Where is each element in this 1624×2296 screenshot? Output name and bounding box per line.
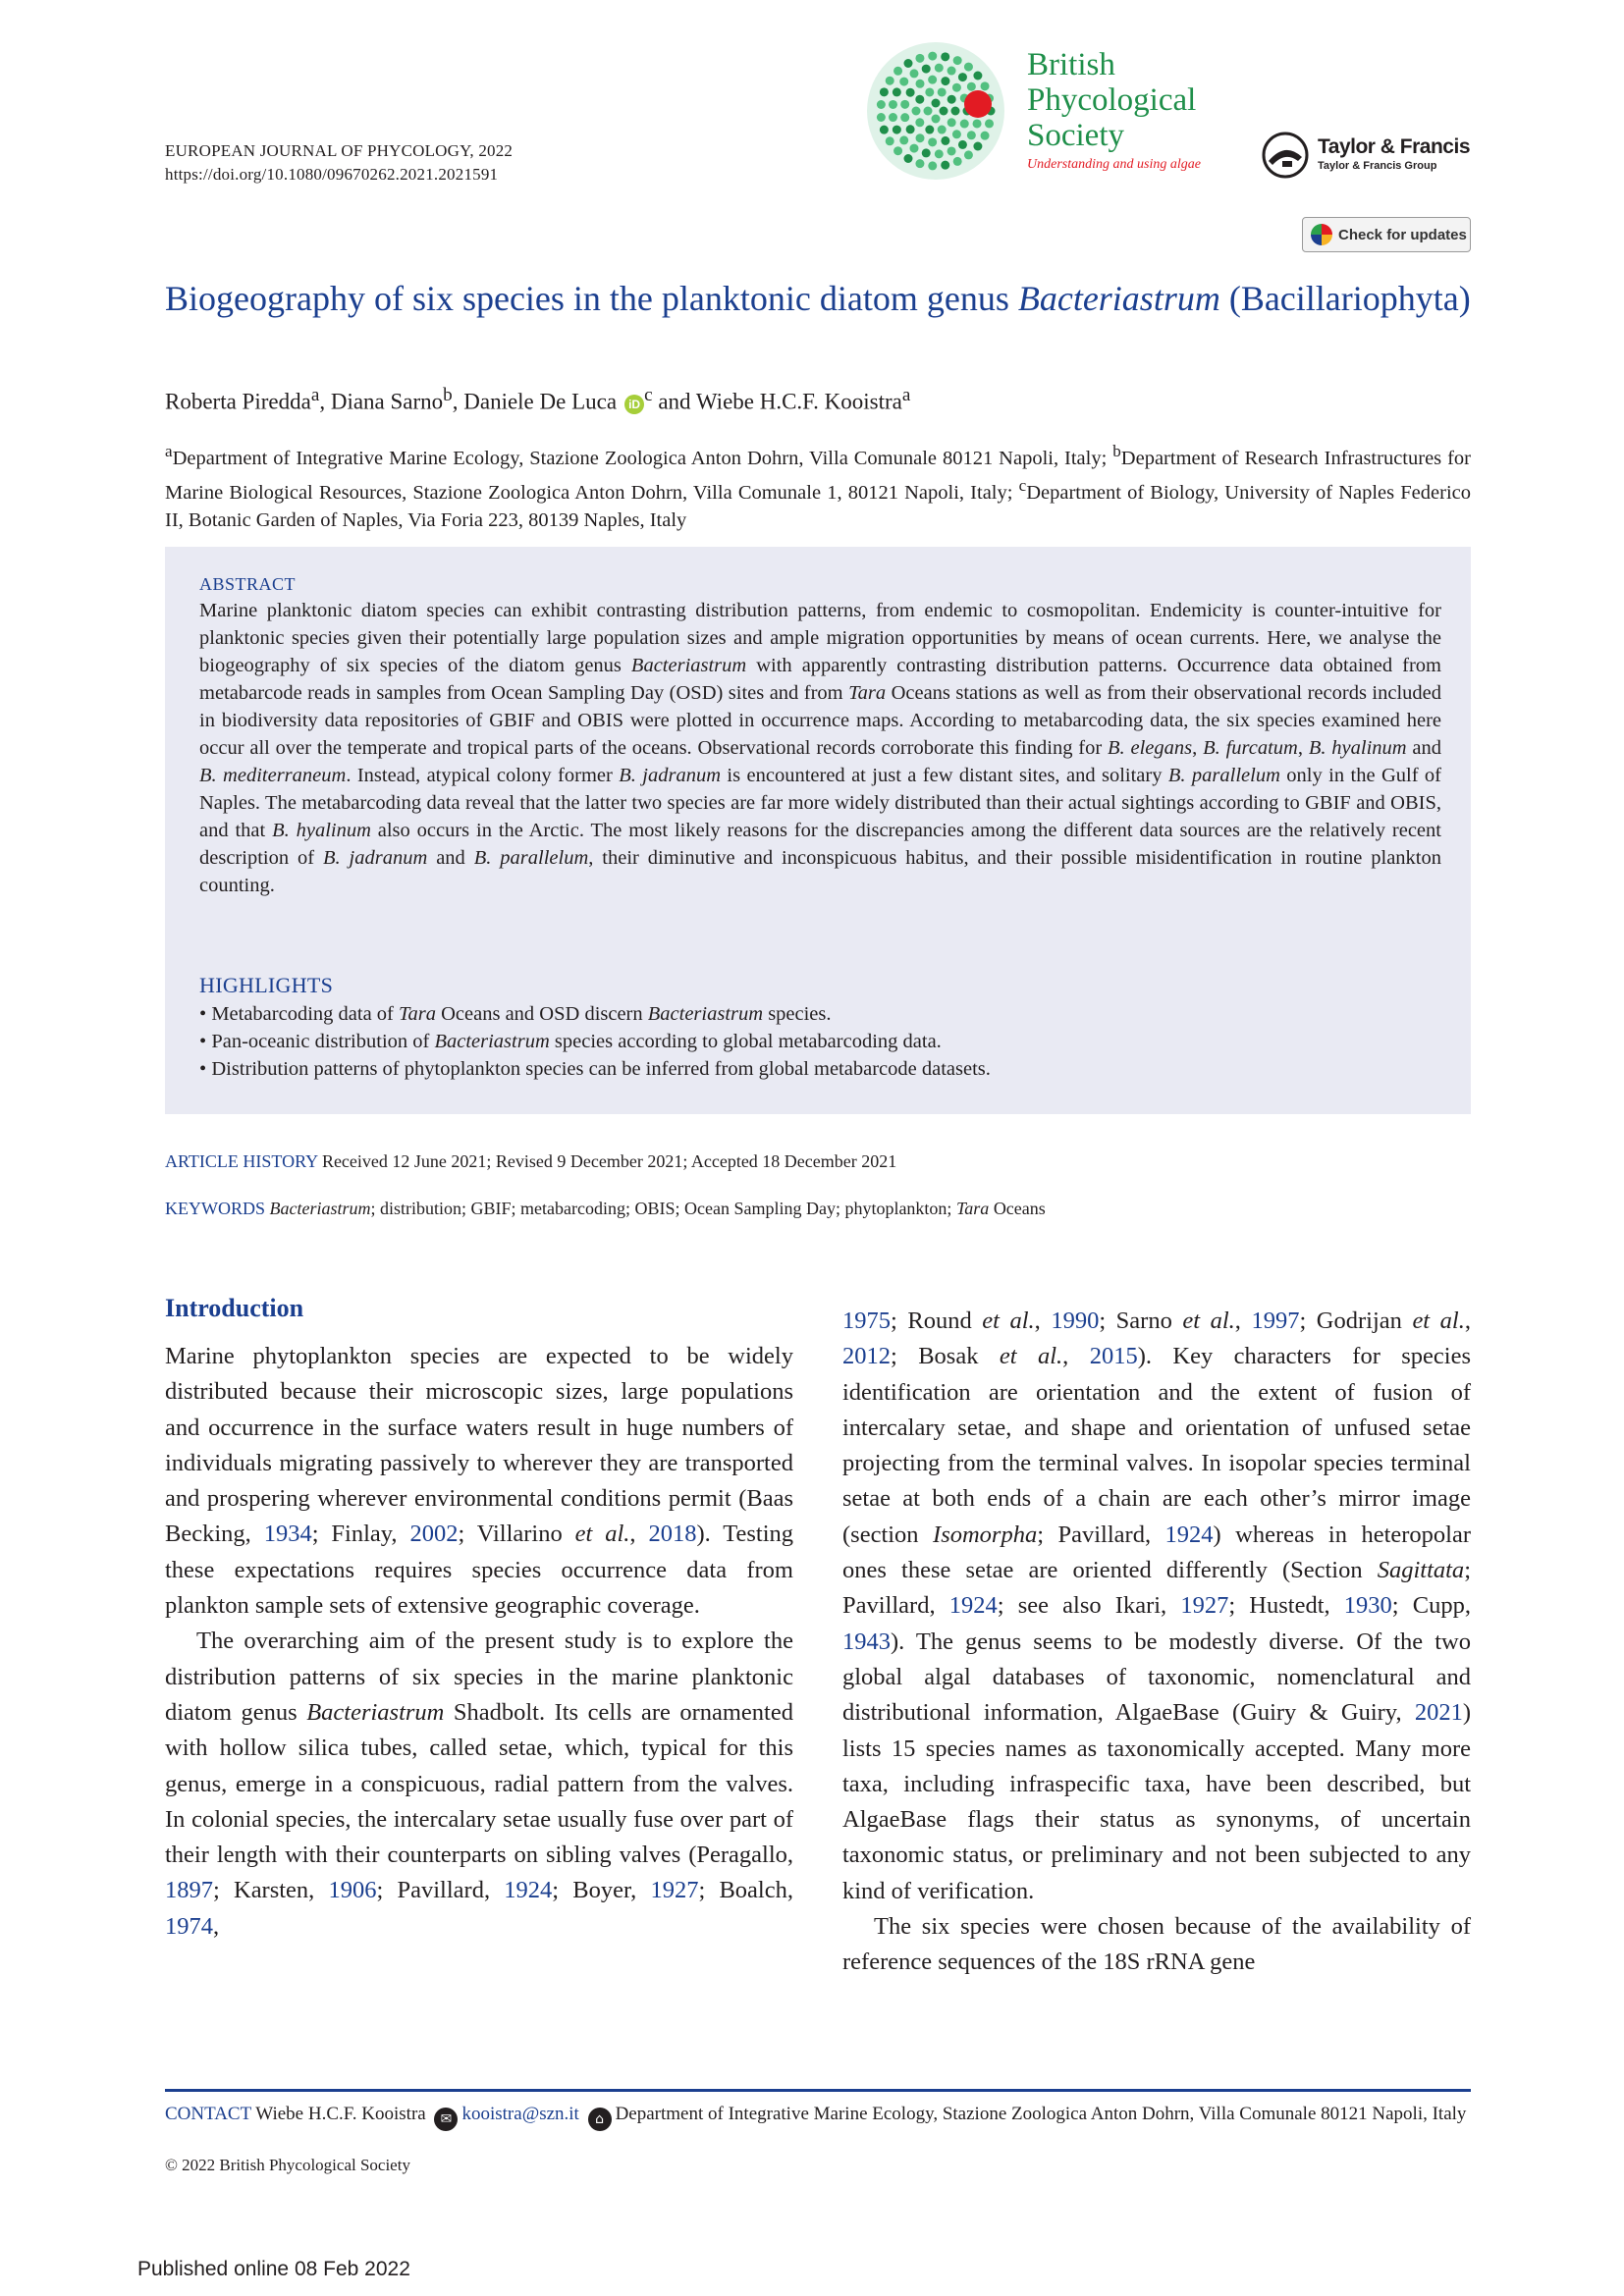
author-4[interactable]: Wiebe H.C.F. Kooistra (695, 389, 902, 414)
check-updates-icon (1311, 224, 1332, 245)
list-item: • Metabarcoding data of Tara Oceans and OSD discern Bacteriastrum species. (199, 1000, 1441, 1028)
taylor-francis-logo-icon (1259, 132, 1312, 179)
author-2[interactable]: Diana Sarno (330, 389, 444, 414)
publisher-group: Taylor & Francis Group (1318, 160, 1437, 172)
keywords: KEYWORDS Bacteriastrum; distribution; GBIF; metabarcoding; OBIS; Ocean Sampling Day; phytoplankton; Tara Oceans (165, 1199, 1046, 1218)
list-item: • Pan-oceanic distribution of Bacteriastrum species according to global metabarcoding data. (199, 1028, 1441, 1055)
abstract-text: Marine planktonic diatom species can exhibit contrasting distribution patterns, from endemic to cosmopolitan. Endemicity is counter-intuitive for planktonic species given their potentially large population sizes and ample migration opportunities by means of ocean currents. Here, we analyse the biogeography of six species of the diatom genus Bacteriastrum with apparently contrasting distribution patterns. Occurrence data obtained from metabarcode reads in samples from Ocean Sampling Day (OSD) sites and from Tara Oceans stations as well as from their observational records included in biodiversity data repositories of GBIF and OBIS were plotted in occurrence maps. According to metabarcoding data, the six species examined here occur all over the temperate and tropical parts of the oceans. Observational records corroborate this finding for B. elegans, B. furcatum, B. hyalinum and B. mediterraneum. Instead, atypical colony former B. jadranum is encountered at just a few distant sites, and solitary B. parallelum only in the Gulf of Naples. The metabarcoding data reveal that the latter two species are far more widely distributed than their actual sightings according to GBIF and OBIS, and that B. hyalinum also occurs in the Arctic. The most likely reasons for the discrepancies among the different data sources are the relatively recent description of B. jadranum and B. parallelum, their diminutive and inconspicuous habitus, and their possible misidentification in routine plankton counting. (199, 600, 1442, 896)
check-updates-button[interactable]: Check for updates (1302, 217, 1471, 252)
paragraph: Marine phytoplankton species are expected to be widely distributed because their microscopic sizes, large populations and occurrence in the surface waters result in huge numbers of individuals migrating passively to wherever they are transported and prospering wherever environmental conditions permit (Baas Becking, 1934; Finlay, 2002; Villarino et al., 2018). Testing these expectations requires species occurrence data from plankton sample sets of extensive geographic coverage. (165, 1343, 793, 1620)
address-icon: ⌂ (588, 2108, 612, 2131)
copyright: © 2022 British Phycological Society (165, 2156, 410, 2174)
publisher-name: Taylor & Francis (1318, 135, 1470, 158)
body-column-left (165, 1339, 793, 1945)
email-link[interactable]: kooistra@szn.it (461, 2104, 579, 2124)
contact-info: CONTACT Wiebe H.C.F. Kooistra ✉ kooistra@szn.it ⌂ Department of Integrative Marine Ecology, Stazione Zoologica Anton Dohrn, Villa Comunale 80121 Napoli, Italy (165, 2102, 1471, 2131)
affiliations: $^a$Department of Integrative Marine Ecology, Stazione Zoologica Anton Dohrn, Villa Comunale 80121 Napoli, Italy; $^b$Department of Research Infrastructures for Marine Biological Resources, Stazione Zoologica Anton Dohrn, Villa Comunale 1, 80121 Napoli, Italy; $^c$Department of Biology, University of Naples Federico II, Botanic Garden of Naples, Via Foria 223, 80139 Naples, Italy (165, 442, 1471, 531)
author-3[interactable]: Daniele De Luca (463, 389, 618, 414)
author-list: Roberta Piredda$^a$, Diana Sarno$^b$, Daniele De Luca iD $^c$ and Wiebe H.C.F. Kooistra$^a$ (165, 385, 911, 414)
list-item: • Distribution patterns of phytoplankton species can be inferred from global metabarcode datasets. (199, 1055, 1441, 1083)
article-history: ARTICLE HISTORY Received 12 June 2021; Revised 9 December 2021; Accepted 18 December 2021 (165, 1151, 897, 1171)
society-tagline: Understanding and using algae (1027, 157, 1201, 172)
highlights-list (199, 1000, 1441, 1083)
footer-divider (165, 2089, 1471, 2092)
orcid-icon[interactable]: iD (624, 395, 644, 414)
paragraph: The six species were chosen because of the availability of reference sequences of the 18S rRNA gene (842, 1913, 1471, 1976)
journal-name: EUROPEAN JOURNAL OF PHYCOLOGY, 2022 (165, 141, 514, 160)
article-title: Biogeography of six species in the planktonic diatom genus Bacteriastrum (Bacillariophyta) (165, 279, 1471, 318)
highlights-heading: HIGHLIGHTS (199, 973, 334, 997)
body-column-right (842, 1304, 1471, 1981)
journal-header (165, 139, 513, 187)
email-icon: ✉ (434, 2108, 458, 2131)
introduction-heading: Introduction (165, 1294, 304, 1322)
author-1[interactable]: Roberta Piredda (165, 389, 311, 414)
society-name: British Phycological Society (1027, 47, 1197, 153)
paragraph: The overarching aim of the present study is to explore the distribution patterns of six species in the marine planktonic diatom genus Bacteriastrum Shadbolt. Its cells are ornamented with hollow silica tubes, called setae, which, typical for this genus, emerge in a conspicuous, radial pattern from the valves. In colonial species, the intercalary setae usually fuse over part of their length with their counterparts on sibling valves (Peragallo, 1897; Karsten, 1906; Pavillard, 1924; Boyer, 1927; Boalch, 1974, (165, 1628, 793, 1940)
abstract-heading: ABSTRACT (199, 574, 297, 594)
paragraph: 1975; Round et al., 1990; Sarno et al., 1997; Godrijan et al., 2012; Bosak et al., 2015). Key characters for species identification are orientation and the extent of fusion of intercalary setae, and shape and orientation of unfused setae projecting from the terminal valves. In isopolar species terminal setae at both ends of a chain are each other’s mirror image (section Isomorpha; Pavillard, 1924) whereas in heteropolar ones these setae are oriented differently (Section Sagittata; Pavillard, 1924; see also Ikari, 1927; Hustedt, 1930; Cupp, 1943). The genus seems to be modestly diverse. Of the two global algal databases of taxonomic, nomenclatural and distributional information, AlgaeBase (Guiry & Guiry, 2021) lists 15 species names as taxonomically accepted. Many more taxa, including infraspecific taxa, have been described, but AlgaeBase flags their status as synonyms, of uncertain taxonomic status, or preliminary and not been subjected to any kind of verification. (842, 1308, 1472, 1904)
published-online: Published online 08 Feb 2022 (137, 2258, 410, 2280)
doi-link[interactable]: https://doi.org/10.1080/09670262.2021.2021591 (165, 165, 499, 184)
